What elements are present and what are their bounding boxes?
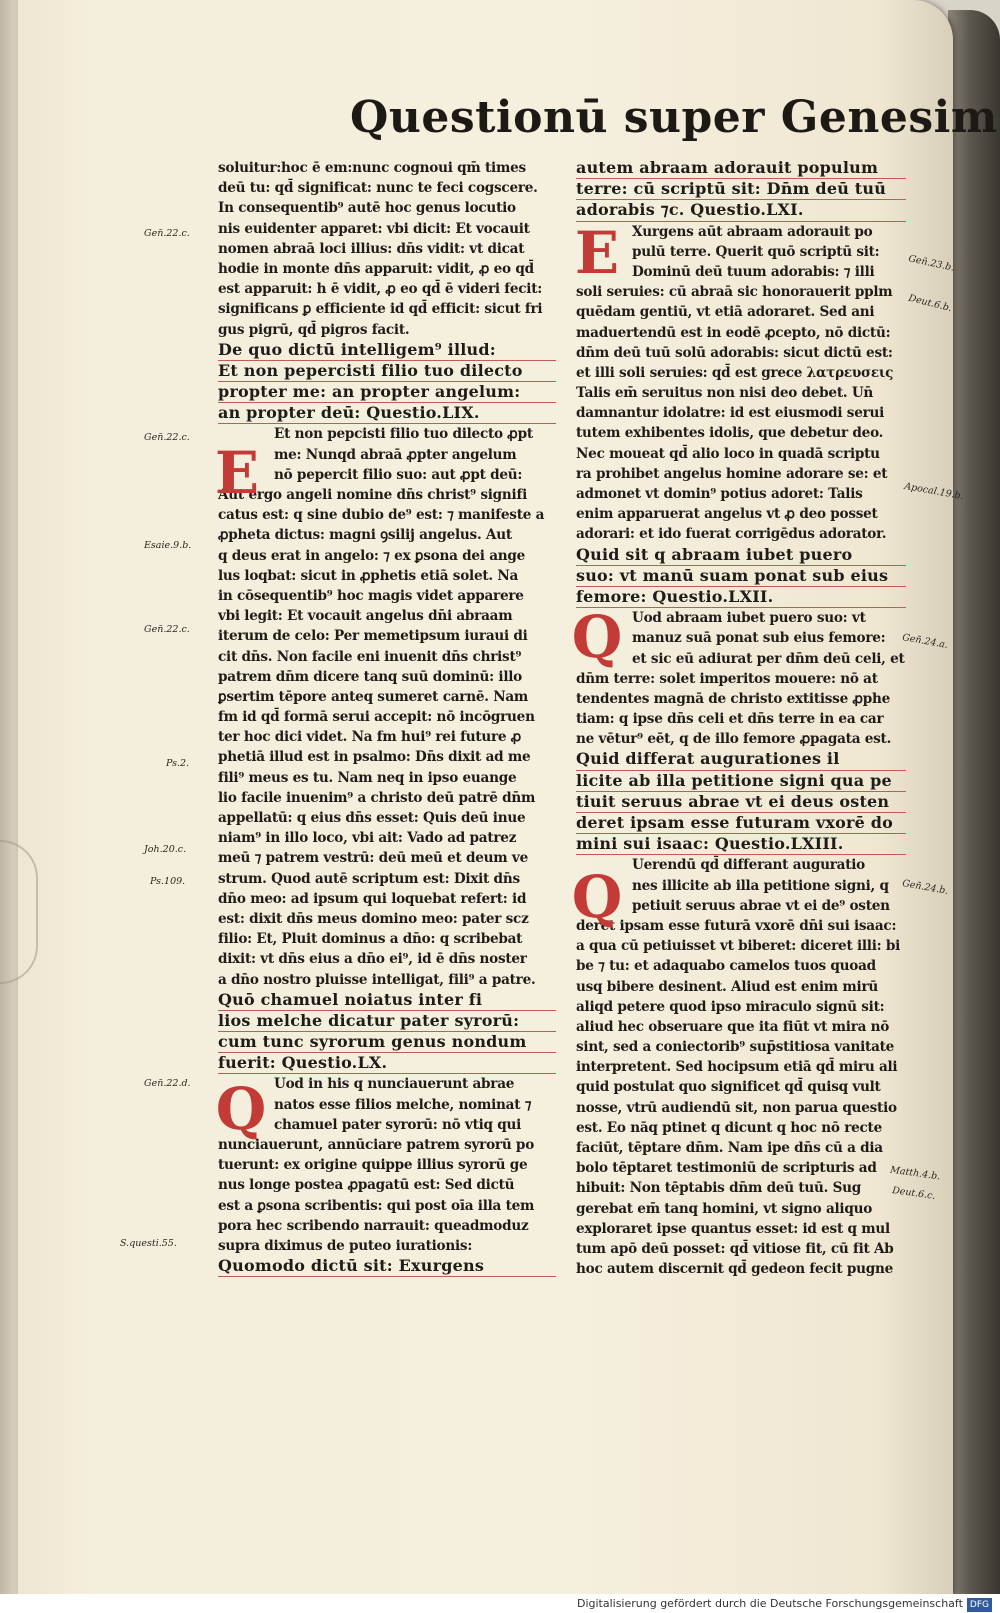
- right-column-rubric-line: Quid sit q abraam iubet puero: [576, 545, 906, 566]
- right-column-text-line: dn̄m terre: solet imperitos mouere: nō at: [576, 670, 878, 687]
- running-head-text: Questionū super Genesim: [350, 92, 998, 143]
- left-column-text-line: est: dixit dn̄s meus domino meo: pater scz: [218, 910, 529, 927]
- right-column-text-line: nosse, vtrū audiendū sit, non parua questio: [576, 1099, 897, 1116]
- right-column-text-line: be ⁊ tu: et adaquabo camelos tuos quoad: [576, 958, 876, 975]
- left-column-text-line: tuerunt: ex origine quippe illius syrorū ge: [218, 1157, 528, 1174]
- right-column-rubric-line: autem abraam adorauit populum: [576, 158, 906, 179]
- right-column-text-line: ne vētur⁹ eēt, q de illo femore ꝓpagata est.: [576, 731, 892, 748]
- left-column-text-line: est apparuit: h ē vidit, ꝓ eo qd̄ ē videri fecit:: [218, 281, 542, 298]
- left-column-rubric-line: cum tunc syrorum genus nondum: [218, 1032, 556, 1053]
- right-column-text-line: gerebat em̄ tanq homini, vt signo aliquo: [576, 1200, 873, 1217]
- left-column-text-line: phetiā illud est in psalmo: Dn̄s dixit ad me: [218, 749, 531, 766]
- marginal-reference: Ps.109.: [150, 876, 186, 887]
- left-column-rubric-line: Et non pepercisti filio tuo dilecto: [218, 361, 556, 382]
- marginal-reference: Gen̄.22.c.: [144, 624, 190, 635]
- left-column-text-line: me: Nunqd abraā ꝓpter angelum: [274, 446, 517, 463]
- right-column-text-line: damnantur idolatre: id est eiusmodi serui: [576, 405, 885, 422]
- marginal-reference: Deut.6.b.: [907, 292, 954, 315]
- marginal-reference: Deut.6.c.: [891, 1185, 937, 1202]
- left-column-text-line: ꝑsertim tēpore anteq sumeret carnē. Nam: [218, 688, 529, 705]
- right-column-text-line: dn̄m deū tuū solū adorabis: sicut dictū est:: [576, 344, 893, 361]
- left-column-rubric-line: De quo dictū intelligem⁹ illud:: [218, 340, 556, 361]
- left-column-text-line: q deus erat in angelo: ⁊ ex ꝑsona dei ange: [218, 547, 526, 564]
- left-column-text-line: in cōsequentib⁹ hoc magis videt apparere: [218, 587, 524, 604]
- left-column-text-line: natos esse filios melche, nominat ⁊: [274, 1096, 532, 1113]
- left-column-text-line: nis euidenter apparet: vbi dicit: Et vocauit: [218, 220, 530, 237]
- right-column-text-line: pulū terre. Querit quō scriptū sit:: [632, 243, 880, 260]
- right-column-text-line: Xurgens aūt abraam adorauit po: [632, 223, 873, 240]
- marginal-reference: Gen̄.22.c.: [144, 432, 190, 443]
- right-column-text-line: soli seruies: cū abraā sic honorauerit pplm: [576, 284, 893, 301]
- left-column-text-line: pora hec scribendo narrauit: queadmoduz: [218, 1217, 529, 1234]
- marginal-reference: Gen̄.24.b.: [901, 878, 950, 897]
- left-column-text-line: patrem dn̄m dicere tanq suū dominū: illo: [218, 668, 522, 685]
- dropcap: Q: [215, 1075, 267, 1143]
- right-column-text-line: manuz suā ponat sub eius femore:: [632, 630, 886, 647]
- right-column-text-line: aliqd petere quod ipso miraculo signū sit:: [576, 998, 885, 1015]
- right-column-text-line: adorari: et ido fuerat corrigēdus adorator.: [576, 526, 887, 543]
- right-column: [576, 158, 906, 1279]
- marginal-reference: S.questi.55.: [120, 1238, 177, 1249]
- left-column-text-line: cit dn̄s. Non facile eni inuenit dn̄s christ⁹: [218, 648, 522, 665]
- left-column-rubric-line: propter me: an propter angelum:: [218, 382, 556, 403]
- dropcap: Q: [571, 603, 623, 671]
- dropcap: Q: [571, 863, 623, 931]
- left-column-text-line: fm id qd̄ formā serui accepit: nō incōgruen: [218, 709, 535, 726]
- left-column-text-line: dn̄o meo: ad ipsum qui loquebat refert: id: [218, 890, 527, 907]
- right-column-rubric-line: tiuit seruus abrae vt ei deus osten: [576, 792, 906, 813]
- right-column-text-line: tiam: q ipse dn̄s celi et dn̄s terre in ea car: [576, 711, 884, 728]
- right-column-text-line: sint, sed a coniectorib⁹ sup̄stitiosa vanitate: [576, 1039, 895, 1056]
- right-column-text-line: maduertendū est in eodē ꝓcepto, nō dictū:: [576, 324, 891, 341]
- dropcap: E: [214, 439, 260, 507]
- page-clip: [0, 840, 38, 984]
- left-column-rubric-line: lios melche dicatur pater syrorū:: [218, 1011, 556, 1032]
- marginal-reference: Gen̄.24.a.: [901, 632, 949, 651]
- right-column-rubric-line: mini sui isaac: Questio.LXIII.: [576, 834, 906, 855]
- right-column-rubric-line: licite ab illa petitione signi qua pe: [576, 771, 906, 792]
- digitization-footer: [0, 1594, 1000, 1613]
- right-column-text-line: hoc autem discernit qd̄ gedeon fecit pugne: [576, 1261, 894, 1278]
- left-column-text-line: Aut ergo angeli nomine dn̄s christ⁹ signifi: [218, 487, 527, 503]
- right-column-text-line: est. Eo nāq ptinet q dicunt q hoc nō recte: [576, 1119, 882, 1136]
- right-column-rubric-line: suo: vt manū suam ponat sub eius: [576, 566, 906, 587]
- right-column-text-line: hibuit: Non tēptabis dn̄m deū tuū. Sug: [576, 1180, 862, 1197]
- left-column-text-line: ter hoc dici videt. Na fm hui⁹ rei future ꝓ: [218, 729, 522, 746]
- left-column-text-line: Et non pepcisti filio tuo dilecto ꝓpt: [274, 426, 533, 443]
- left-column-rubric-line: an propter deū: Questio.LIX.: [218, 403, 556, 424]
- left-column-text-line: est a ꝑsona scribentis: qui post oīa illa tem: [218, 1197, 535, 1214]
- left-column-text-line: lio facile inuenim⁹ a christo deū patrē dn̄m: [218, 789, 536, 806]
- right-column-text-line: a qua cū petiuisset vt biberet: diceret illi: bi: [576, 938, 901, 955]
- running-head: [350, 92, 998, 162]
- right-column-text-line: tum apō deū posset: qd̄ vitiose fit, cū fit Ab: [576, 1240, 894, 1257]
- right-column-rubric-line: deret ipsam esse futuram vxorē do: [576, 813, 906, 834]
- right-column-rubric-line: femore: Questio.LXII.: [576, 587, 906, 608]
- right-column-text-line: petiuit seruus abrae vt ei de⁹ osten: [632, 897, 890, 914]
- right-column-text-line: ra prohibet angelus homine adorare se: et: [576, 465, 888, 482]
- left-column-text-line: Uod in his q nunciauerunt abrae: [274, 1076, 515, 1093]
- right-column-text-line: tutem exhibentes idolis, que debetur deo.: [576, 425, 884, 442]
- left-column-text-line: a dn̄o nostro pluisse intelligat, fili⁹ a patre.: [218, 971, 536, 988]
- marginal-reference: Gen̄.22.c.: [144, 228, 190, 239]
- left-column-text-line: nunciauerunt, annūciare patrem syrorū po: [218, 1137, 535, 1153]
- left-column-text-line: dixit: vt dn̄s eius a dn̄o ei⁹, id ē dn̄s noster: [218, 951, 527, 968]
- left-column-text-line: ꝓpheta dictus: magni ꝯsilij angelus. Aut: [218, 527, 512, 544]
- left-column-text-line: fili⁹ meus es tu. Nam neq in ipso euange: [218, 769, 517, 786]
- right-column-text-line: admonet vt domin⁹ potius adoret: Talis: [576, 486, 863, 502]
- left-column-text-line: nus longe postea ꝓpagatū est: Sed dictū: [218, 1177, 515, 1194]
- right-column-text-line: interpretent. Sed hocipsum etiā qd̄ miru ali: [576, 1059, 898, 1076]
- right-column-rubric-line: terre: cū scriptū sit: Dn̄m deū tuū: [576, 179, 906, 200]
- dfg-logo: DFG: [967, 1598, 992, 1612]
- right-column-text-line: faciūt, tēptare dn̄m. Nam ipe dn̄s cū a dia: [576, 1140, 883, 1156]
- left-column-text-line: nomen abraā loci illius: dn̄s vidit: vt dicat: [218, 240, 525, 257]
- right-column-text-line: exploraret ipse quantus esset: id est q mul: [576, 1220, 890, 1237]
- right-column-text-line: nes illicite ab illa petitione signi, q: [632, 877, 889, 894]
- left-column-rubric-line: Quomodo dictū sit: Exurgens: [218, 1256, 556, 1277]
- right-column-text-line: Dominū deū tuum adorabis: ⁊ illi: [632, 263, 875, 280]
- left-column-text-line: nō pepercit filio suo: aut ꝓpt deū:: [274, 466, 523, 483]
- marginal-reference: Esaie.9.b.: [144, 540, 192, 551]
- right-column-text-line: et illi soli seruies: qd̄ est grece λατρευσεις: [576, 364, 894, 381]
- marginal-reference: Matth.4.b.: [889, 1164, 941, 1183]
- right-column-text-line: quid postulat quo significet qd̄ quisq vult: [576, 1079, 881, 1096]
- left-column-text-line: filio: Et, Pluit dominus a dn̄o: q scribebat: [218, 931, 523, 948]
- left-column-text-line: supra diximus de puteo iurationis:: [218, 1237, 473, 1254]
- left-column-text-line: strum. Quod autē scriptum est: Dixit dn̄s: [218, 870, 520, 887]
- right-column-text-line: Talis em̄ seruitus non nisi deo debet. Un̄: [576, 385, 874, 402]
- right-column-text-line: quēdam gentiū, vt etiā adoraret. Sed ani: [576, 304, 875, 321]
- right-column-text-line: Uod abraam iubet puero suo: vt: [632, 610, 866, 627]
- footer-text: Digitalisierung gefördert durch die Deutsche Forschungsgemeinschaft: [576, 1597, 963, 1610]
- left-column-text-line: chamuel pater syrorū: nō vtiq qui: [274, 1116, 522, 1133]
- marginal-reference: Apocal.19.b.: [903, 480, 965, 503]
- right-column-text-line: Nec moueat qd̄ alio loco in quadā scriptu: [576, 445, 880, 462]
- right-column-text-line: et sic eū adiurat per dn̄m deū celi, et: [632, 650, 905, 667]
- left-column-text-line: niam⁹ in illo loco, vbi ait: Vado ad patrez: [218, 830, 517, 847]
- left-column-text-line: In consequentib⁹ autē hoc genus locutio: [218, 200, 516, 217]
- right-column-text-line: usq bibere desinent. Aliud est enim mirū: [576, 978, 878, 995]
- right-column-text-line: aliud hec obseruare que ita fiūt vt mira nō: [576, 1018, 890, 1035]
- left-column-text-line: soluitur:hoc ē em:nunc cognoui qm̄ times: [218, 160, 526, 176]
- left-column-text-line: vbi legit: Et vocauit angelus dn̄i abraam: [218, 608, 513, 625]
- right-column-text-line: deret ipsam esse futurā vxorē dn̄i sui isaac:: [576, 917, 897, 934]
- left-column-rubric-line: fuerit: Questio.LX.: [218, 1053, 556, 1074]
- left-column-text-line: catus est: q sine dubio de⁹ est: ⁊ manifeste a: [218, 507, 545, 524]
- left-column-text-line: meū ⁊ patrem vestrū: deū meū et deum ve: [218, 850, 528, 867]
- left-column-text-line: iterum de celo: Per memetipsum iuraui di: [218, 628, 528, 645]
- left-column-text-line: appellatū: q eius dn̄s esset: Quis deū inue: [218, 810, 526, 826]
- dropcap: E: [574, 219, 620, 287]
- right-column-text-line: bolo tēptaret testimoniū de scripturis ad: [576, 1160, 877, 1177]
- right-column-rubric-line: Quid differat augurationes il: [576, 749, 906, 770]
- marginal-reference: Gen̄.22.d.: [144, 1078, 191, 1089]
- left-column-text-line: gus pigrū, qd̄ pigros facit.: [218, 321, 410, 338]
- right-column-text-line: tendentes magnā de christo extitisse ꝓphe: [576, 690, 891, 707]
- left-column-text-line: hodie in monte dn̄s apparuit: vidit, ꝓ eo qd̄: [218, 260, 534, 277]
- marginal-reference: Ps.2.: [166, 758, 190, 769]
- marginal-reference: Joh.20.c.: [144, 844, 187, 855]
- book-right-edge: [948, 10, 1000, 1594]
- right-column-text-line: Uerendū qd̄ differant auguratio: [632, 857, 865, 874]
- marginal-reference: Gen̄.23.b.: [907, 253, 956, 274]
- left-column-rubric-line: Quō chamuel noiatus inter fi: [218, 990, 556, 1011]
- right-column-text-line: enim apparuerat angelus vt ꝓ deo posset: [576, 506, 878, 523]
- left-column-text-line: lus loqbat: sicut in ꝓphetis etiā solet. Na: [218, 567, 519, 584]
- left-column-text-line: significans ꝑ efficiente id qd̄ efficit: sicut fri: [218, 301, 543, 318]
- left-column-text-line: deū tu: qd̄ significat: nunc te feci cogscere.: [218, 180, 538, 197]
- right-column-rubric-line: adorabis ⁊c. Questio.LXI.: [576, 200, 906, 221]
